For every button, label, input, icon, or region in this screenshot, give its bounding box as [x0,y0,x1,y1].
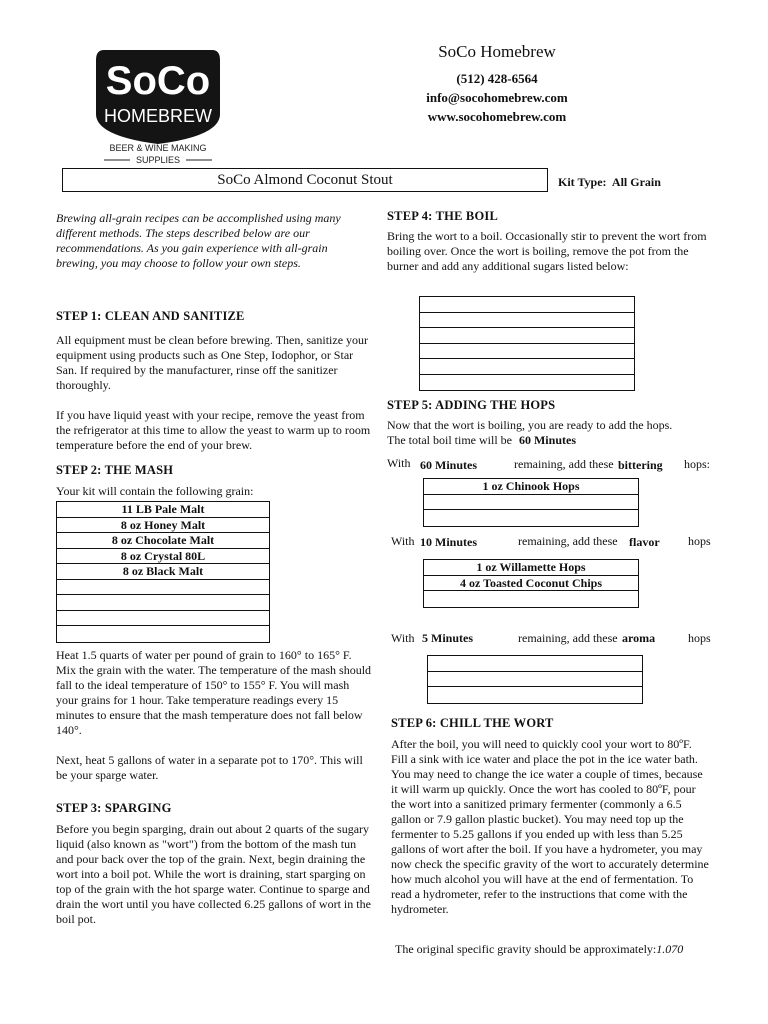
bittering-hops-table [423,478,639,527]
step2-intro: Your kit will contain the following grain: [56,484,254,498]
sugar-table [419,296,635,391]
shop-website: www.socohomebrew.com [427,109,567,124]
sugar-row [420,297,634,313]
step4-paragraph: Bring the wort to a boil. Occasionally stir to prevent the wort from boiling over. Once the wort is boiling, remove the pot from the burner and add any additional sugars listed below: [387,229,707,273]
flavor-kind: flavor [629,535,660,549]
hop-row [428,672,642,688]
grain-row: 8 oz Black Malt [57,564,269,580]
bittering-time: 60 Minutes [420,458,477,472]
flavor-hops-table [423,559,639,608]
logo-word-soco: SoCo [105,59,211,103]
hop-row: 4 oz Toasted Coconut Chips [424,576,638,592]
grain-row [57,611,269,627]
hop-row [424,510,638,526]
aroma-time: 5 Minutes [422,631,473,645]
step2-paragraph-1: Heat 1.5 quarts of water per pound of grain to 160° to 165° F. Mix the grain with the water. The temperature of the mash should fall to the ideal temperature of 150° to 155° F. You will mash your grains for 1 hour. Take temperature readings every 15 minutes to ensure that the mash temperature does not fall below 140°. [56,648,372,737]
bittering-remaining-label: remaining, add these [514,457,614,471]
boil-time-line [387,433,576,448]
boil-time-value: 60 Minutes [518,433,576,447]
bittering-kind: bittering [618,458,663,472]
logo-tagline-2: SUPPLIES [135,155,181,165]
intro-text: Brewing all-grain recipes can be accomplished using many different methods. The steps described below are our recommendations. As you gain experience with all-grain brewing, you may choose to follow your own steps. [56,211,341,270]
kit-type-label: Kit Type: [558,175,607,189]
sugar-row [420,328,634,344]
hop-row [424,495,638,511]
step1-paragraph-1: All equipment must be clean before brewing. Then, sanitize your equipment using products such as One Step, Iodophor, or Star San. If required by the manufacturer, rinse off the sanitizer thoroughly. [56,333,369,392]
step2-paragraph-2: Next, heat 5 gallons of water in a separate pot to 170°. This will be your sparge water. [56,753,363,782]
soco-logo [90,44,226,168]
step2-title: STEP 2: THE MASH [56,463,174,477]
grain-row: 8 oz Crystal 80L [57,549,269,565]
flavor-hops-label: hops [688,534,711,548]
og-value: 1.070 [656,942,684,956]
aroma-hops-table [427,655,643,704]
shop-email: info@socohomebrew.com [426,90,568,105]
step4-title: STEP 4: THE BOIL [387,209,498,223]
step6-title: STEP 6: CHILL THE WORT [391,716,554,730]
step1-title: STEP 1: CLEAN AND SANITIZE [56,309,245,323]
grain-row: 8 oz Chocolate Malt [57,533,269,549]
flavor-remaining-label: remaining, add these [518,534,618,548]
kit-type-value: All Grain [611,175,661,189]
shop-phone: (512) 428-6564 [456,71,538,86]
og-line [395,942,683,957]
aroma-kind: aroma [622,631,656,645]
logo-badge-icon [90,44,226,168]
logo-tagline-1: BEER & WINE MAKING [109,143,207,153]
step3-title: STEP 3: SPARGING [56,801,172,815]
sugar-row [420,313,634,329]
hop-row [428,687,642,703]
og-label: The original specific gravity should be approximately: [395,942,657,956]
logo-word-homebrew: HOMEBREW [104,106,212,126]
grain-table [56,501,270,643]
step5-title: STEP 5: ADDING THE HOPS [387,398,556,412]
grain-row: 8 oz Honey Malt [57,518,269,534]
flavor-with-label: With [391,534,415,548]
hop-row: 1 oz Willamette Hops [424,560,638,576]
aroma-remaining-label: remaining, add these [518,631,618,645]
bittering-hops-label: hops: [684,457,711,471]
step1-paragraph-2: If you have liquid yeast with your recipe, remove the yeast from the refrigerator at this time to allow the yeast to warm up to room temperature before the end of your brew. [56,408,371,452]
boil-time-label: The total boil time will be [387,433,512,447]
bittering-with-label: With [387,456,411,470]
step3-paragraph: Before you begin sparging, drain out about 2 quarts of the sugary liquid (also known as "wort") from the bottom of the mash tun and pour back over the top of the grain. Next, begin draining the wort into a boil pot. While the wort is draining, start sparging on top of the grain with the hot sparge water. Continue to sparge and drain the wort until you have collected 6.25 gallons of wort in the boil pot. [56,822,371,926]
hop-row [428,656,642,672]
grain-row [57,626,269,642]
aroma-hops-label: hops [688,631,711,645]
grain-row: 11 LB Pale Malt [57,502,269,518]
sugar-row [420,344,634,360]
step6-paragraph: After the boil, you will need to quickly cool your wort to 80ºF. Fill a sink with ice water and place the pot in the ice water bath. You may need to change the ice water a couple of times, because it will warm up quickly. Once the wort has cooled to 80ºF, pour the wort into a sanitized primary fermenter (commonly a 6.5 gallon or 7.9 gallon plastic bucket). You may need top up the fermenter to 5.25 gallons if you ended up with less than 5.25 gallons of wort after the boil. If you have a hydrometer, you may now check the specific gravity of the wort to accurately determine how much alcohol you will have at the end of fermentation. To read a hydrometer, refer to the instructions that come with the hydrometer. [391,737,709,916]
recipe-name-box [62,168,548,192]
aroma-with-label: With [391,631,415,645]
flavor-time: 10 Minutes [420,535,477,549]
hop-row: 1 oz Chinook Hops [424,479,638,495]
hop-row [424,591,638,607]
sugar-row [420,359,634,375]
recipe-name: SoCo Almond Coconut Stout [217,172,393,188]
sugar-row [420,375,634,391]
grain-row [57,595,269,611]
shop-name: SoCo Homebrew [438,42,556,61]
step5-paragraph: Now that the wort is boiling, you are ready to add the hops. [387,418,673,432]
grain-row [57,580,269,596]
kit-type [558,175,661,190]
